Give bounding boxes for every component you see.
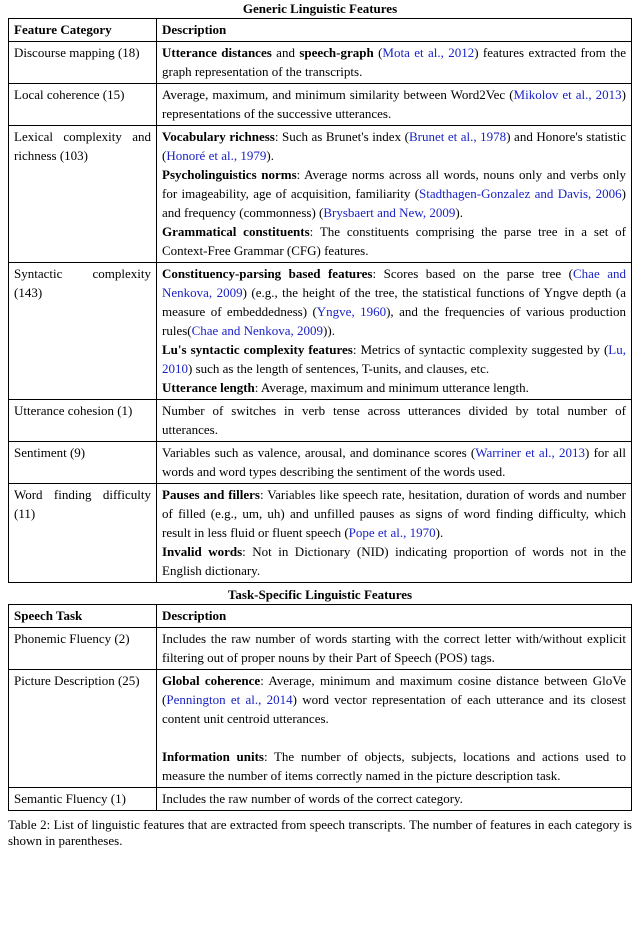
header-row bbox=[9, 19, 632, 42]
text-segment: : Metrics of syntactic complexity suggested by ( bbox=[352, 342, 609, 357]
description-cell bbox=[157, 400, 632, 442]
feature-name-bold: Utterance distances bbox=[162, 45, 272, 60]
feature-category-cell: Lexical complexity and richness (103) bbox=[9, 126, 157, 263]
feature-category-cell: Utterance cohesion (1) bbox=[9, 400, 157, 442]
column-header-speech-task: Speech Task bbox=[9, 605, 157, 628]
table-row bbox=[9, 628, 632, 670]
table-row bbox=[9, 84, 632, 126]
citation-link[interactable]: Pennington et al., 2014 bbox=[166, 692, 293, 707]
table-caption-clipped bbox=[8, 817, 632, 849]
description-paragraph bbox=[162, 542, 626, 580]
description-cell bbox=[157, 263, 632, 400]
table-row bbox=[9, 442, 632, 484]
description-paragraph bbox=[162, 747, 626, 785]
feature-name-bold: Vocabulary richness bbox=[162, 129, 275, 144]
header-row bbox=[9, 605, 632, 628]
text-segment: Variables such as valence, arousal, and dominance scores ( bbox=[162, 445, 476, 460]
text-segment: : Such as Brunet's index ( bbox=[274, 129, 409, 144]
text-segment: Includes the raw number of words of the correct category. bbox=[162, 791, 463, 806]
citation-link[interactable]: Brysbaert and New, 2009 bbox=[323, 205, 456, 220]
citation-link[interactable]: Chae and Nenkova, 2009 bbox=[191, 323, 324, 338]
feature-name-bold: Information units bbox=[162, 749, 264, 764]
citation-link[interactable]: Brunet et al., 1978 bbox=[408, 129, 507, 144]
citation-link[interactable]: Honoré et al., 1979 bbox=[166, 148, 267, 163]
text-segment: : Not in Dictionary (NID) indicating proportion of words not in the English dictionary. bbox=[162, 544, 626, 578]
text-segment: ) (e.g., the height of the tree, the statistical functions of Yngve depth (a measure of embeddedness) ( bbox=[162, 285, 626, 319]
description-cell bbox=[157, 84, 632, 126]
description-cell bbox=[157, 670, 632, 788]
text-segment: ) representations of the successive utterances. bbox=[162, 87, 627, 121]
citation-link[interactable]: Yngve, 1960 bbox=[316, 304, 387, 319]
description-paragraph bbox=[162, 443, 626, 481]
feature-category-cell: Discourse mapping (18) bbox=[9, 42, 157, 84]
description-paragraph bbox=[162, 165, 626, 222]
feature-name-bold: Lu's syntactic complexity features bbox=[162, 342, 353, 357]
table-row bbox=[9, 263, 632, 400]
description-paragraph bbox=[162, 127, 626, 165]
column-header-description: Description bbox=[157, 605, 632, 628]
text-segment: ). bbox=[455, 205, 463, 220]
task-specific-features-table bbox=[8, 604, 632, 811]
feature-name-bold: Invalid words bbox=[162, 544, 243, 559]
description-cell bbox=[157, 484, 632, 583]
citation-link[interactable]: Mota et al., 2012 bbox=[382, 45, 475, 60]
feature-name-bold: Psycholinguistics norms bbox=[162, 167, 297, 182]
text-segment: : Average norms across all words, nouns only and verbs only for imageability, age of acquisition, familiarity ( bbox=[162, 167, 626, 201]
feature-name-bold: speech-graph bbox=[299, 45, 374, 60]
table-row bbox=[9, 400, 632, 442]
generic-features-section bbox=[8, 1, 632, 583]
feature-category-cell: Picture Description (25) bbox=[9, 670, 157, 788]
paragraph-spacer bbox=[162, 728, 626, 747]
feature-name-bold: Global coherence bbox=[162, 673, 261, 688]
text-segment: ), and the frequencies of various production rules( bbox=[162, 304, 626, 338]
text-segment: ) and Honore's statistic ( bbox=[162, 129, 626, 163]
description-paragraph bbox=[162, 340, 626, 378]
table-row bbox=[9, 788, 632, 811]
description-paragraph bbox=[162, 671, 626, 728]
description-paragraph bbox=[162, 222, 626, 260]
feature-category-cell: Semantic Fluency (1) bbox=[9, 788, 157, 811]
text-segment: Number of switches in verb tense across utterances divided by total number of utterances. bbox=[162, 403, 626, 437]
table-row bbox=[9, 126, 632, 263]
description-paragraph bbox=[162, 378, 626, 397]
citation-link[interactable]: Stadthagen-Gonzalez and Davis, 2006 bbox=[419, 186, 622, 201]
citation-link[interactable]: Warriner et al., 2013 bbox=[475, 445, 586, 460]
description-paragraph bbox=[162, 789, 626, 808]
text-segment: : The constituents comprising the parse tree in a set of Context-Free Grammar (CFG) features. bbox=[162, 224, 626, 258]
table-row bbox=[9, 42, 632, 84]
task-specific-features-section bbox=[8, 587, 632, 811]
feature-category-cell: Sentiment (9) bbox=[9, 442, 157, 484]
feature-name-bold: Pauses and fillers bbox=[162, 487, 260, 502]
feature-category-cell: Word finding difficulty (11) bbox=[9, 484, 157, 583]
description-cell bbox=[157, 442, 632, 484]
feature-category-cell: Local coherence (15) bbox=[9, 84, 157, 126]
citation-link[interactable]: Lu, 2010 bbox=[162, 342, 626, 376]
description-paragraph bbox=[162, 43, 626, 81]
generic-features-table bbox=[8, 18, 632, 583]
description-cell bbox=[157, 628, 632, 670]
text-segment: : Variables like speech rate, hesitation, duration of words and number of filled (e.g., um, uh) and unfilled pauses as signs of word finding difficulty, which result in less fluid or fluent speech ( bbox=[162, 487, 626, 540]
text-segment: Average, maximum, and minimum similarity between Word2Vec ( bbox=[162, 87, 514, 102]
feature-name-bold: Constituency-parsing based features bbox=[162, 266, 373, 281]
citation-link[interactable]: Mikolov et al., 2013 bbox=[513, 87, 622, 102]
text-segment: ) word vector representation of each utterance and its closest content unit centroid utterances. bbox=[162, 692, 626, 726]
column-header-feature-category: Feature Category bbox=[9, 19, 157, 42]
description-cell bbox=[157, 788, 632, 811]
table-title-generic: Generic Linguistic Features bbox=[242, 1, 398, 16]
description-paragraph bbox=[162, 629, 626, 667]
feature-name-bold: Utterance length bbox=[162, 380, 255, 395]
text-segment: : Average, maximum and minimum utterance length. bbox=[254, 380, 529, 395]
table-caption-text: Table 2: List of linguistic features that are extracted from speech transcripts. The number of features in each category is shown in parentheses. bbox=[8, 817, 632, 848]
feature-category-cell: Syntactic complexity (143) bbox=[9, 263, 157, 400]
feature-category-cell: Phonemic Fluency (2) bbox=[9, 628, 157, 670]
text-segment: and bbox=[271, 45, 300, 60]
table-title-task-specific: Task-Specific Linguistic Features bbox=[227, 587, 413, 602]
text-segment: : The number of objects, subjects, locations and actions used to measure the number of items correctly named in the picture description task. bbox=[162, 749, 626, 783]
table-row bbox=[9, 670, 632, 788]
description-paragraph bbox=[162, 401, 626, 439]
description-cell bbox=[157, 42, 632, 84]
text-segment: ). bbox=[266, 148, 274, 163]
text-segment: ). bbox=[435, 525, 444, 540]
description-paragraph bbox=[162, 85, 626, 123]
citation-link[interactable]: Chae and Nenkova, 2009 bbox=[162, 266, 626, 300]
text-segment: ) such as the length of sentences, T-units, and clauses, etc. bbox=[188, 361, 490, 376]
text-segment: : Scores based on the parse tree ( bbox=[372, 266, 574, 281]
text-segment: ) for all words and word types describing the sentiment of the words used. bbox=[162, 445, 626, 479]
description-paragraph bbox=[162, 264, 626, 340]
citation-link[interactable]: Pope et al., 1970 bbox=[348, 525, 436, 540]
column-header-description: Description bbox=[157, 19, 632, 42]
text-segment: ) and frequency (commonness) ( bbox=[162, 186, 626, 220]
description-paragraph bbox=[162, 485, 626, 542]
text-segment: )). bbox=[323, 323, 335, 338]
text-segment: ( bbox=[373, 45, 383, 60]
text-segment: ) features extracted from the graph representation of the transcripts. bbox=[162, 45, 626, 79]
text-segment: : Average, minimum and maximum cosine distance between GloVe ( bbox=[162, 673, 626, 707]
description-cell bbox=[157, 126, 632, 263]
table-row bbox=[9, 484, 632, 583]
feature-name-bold: Grammatical constituents bbox=[162, 224, 310, 239]
text-segment: Includes the raw number of words starting with the correct letter with/without explicit filtering out of proper nouns by their Part of Speech (POS) tags. bbox=[162, 631, 626, 665]
